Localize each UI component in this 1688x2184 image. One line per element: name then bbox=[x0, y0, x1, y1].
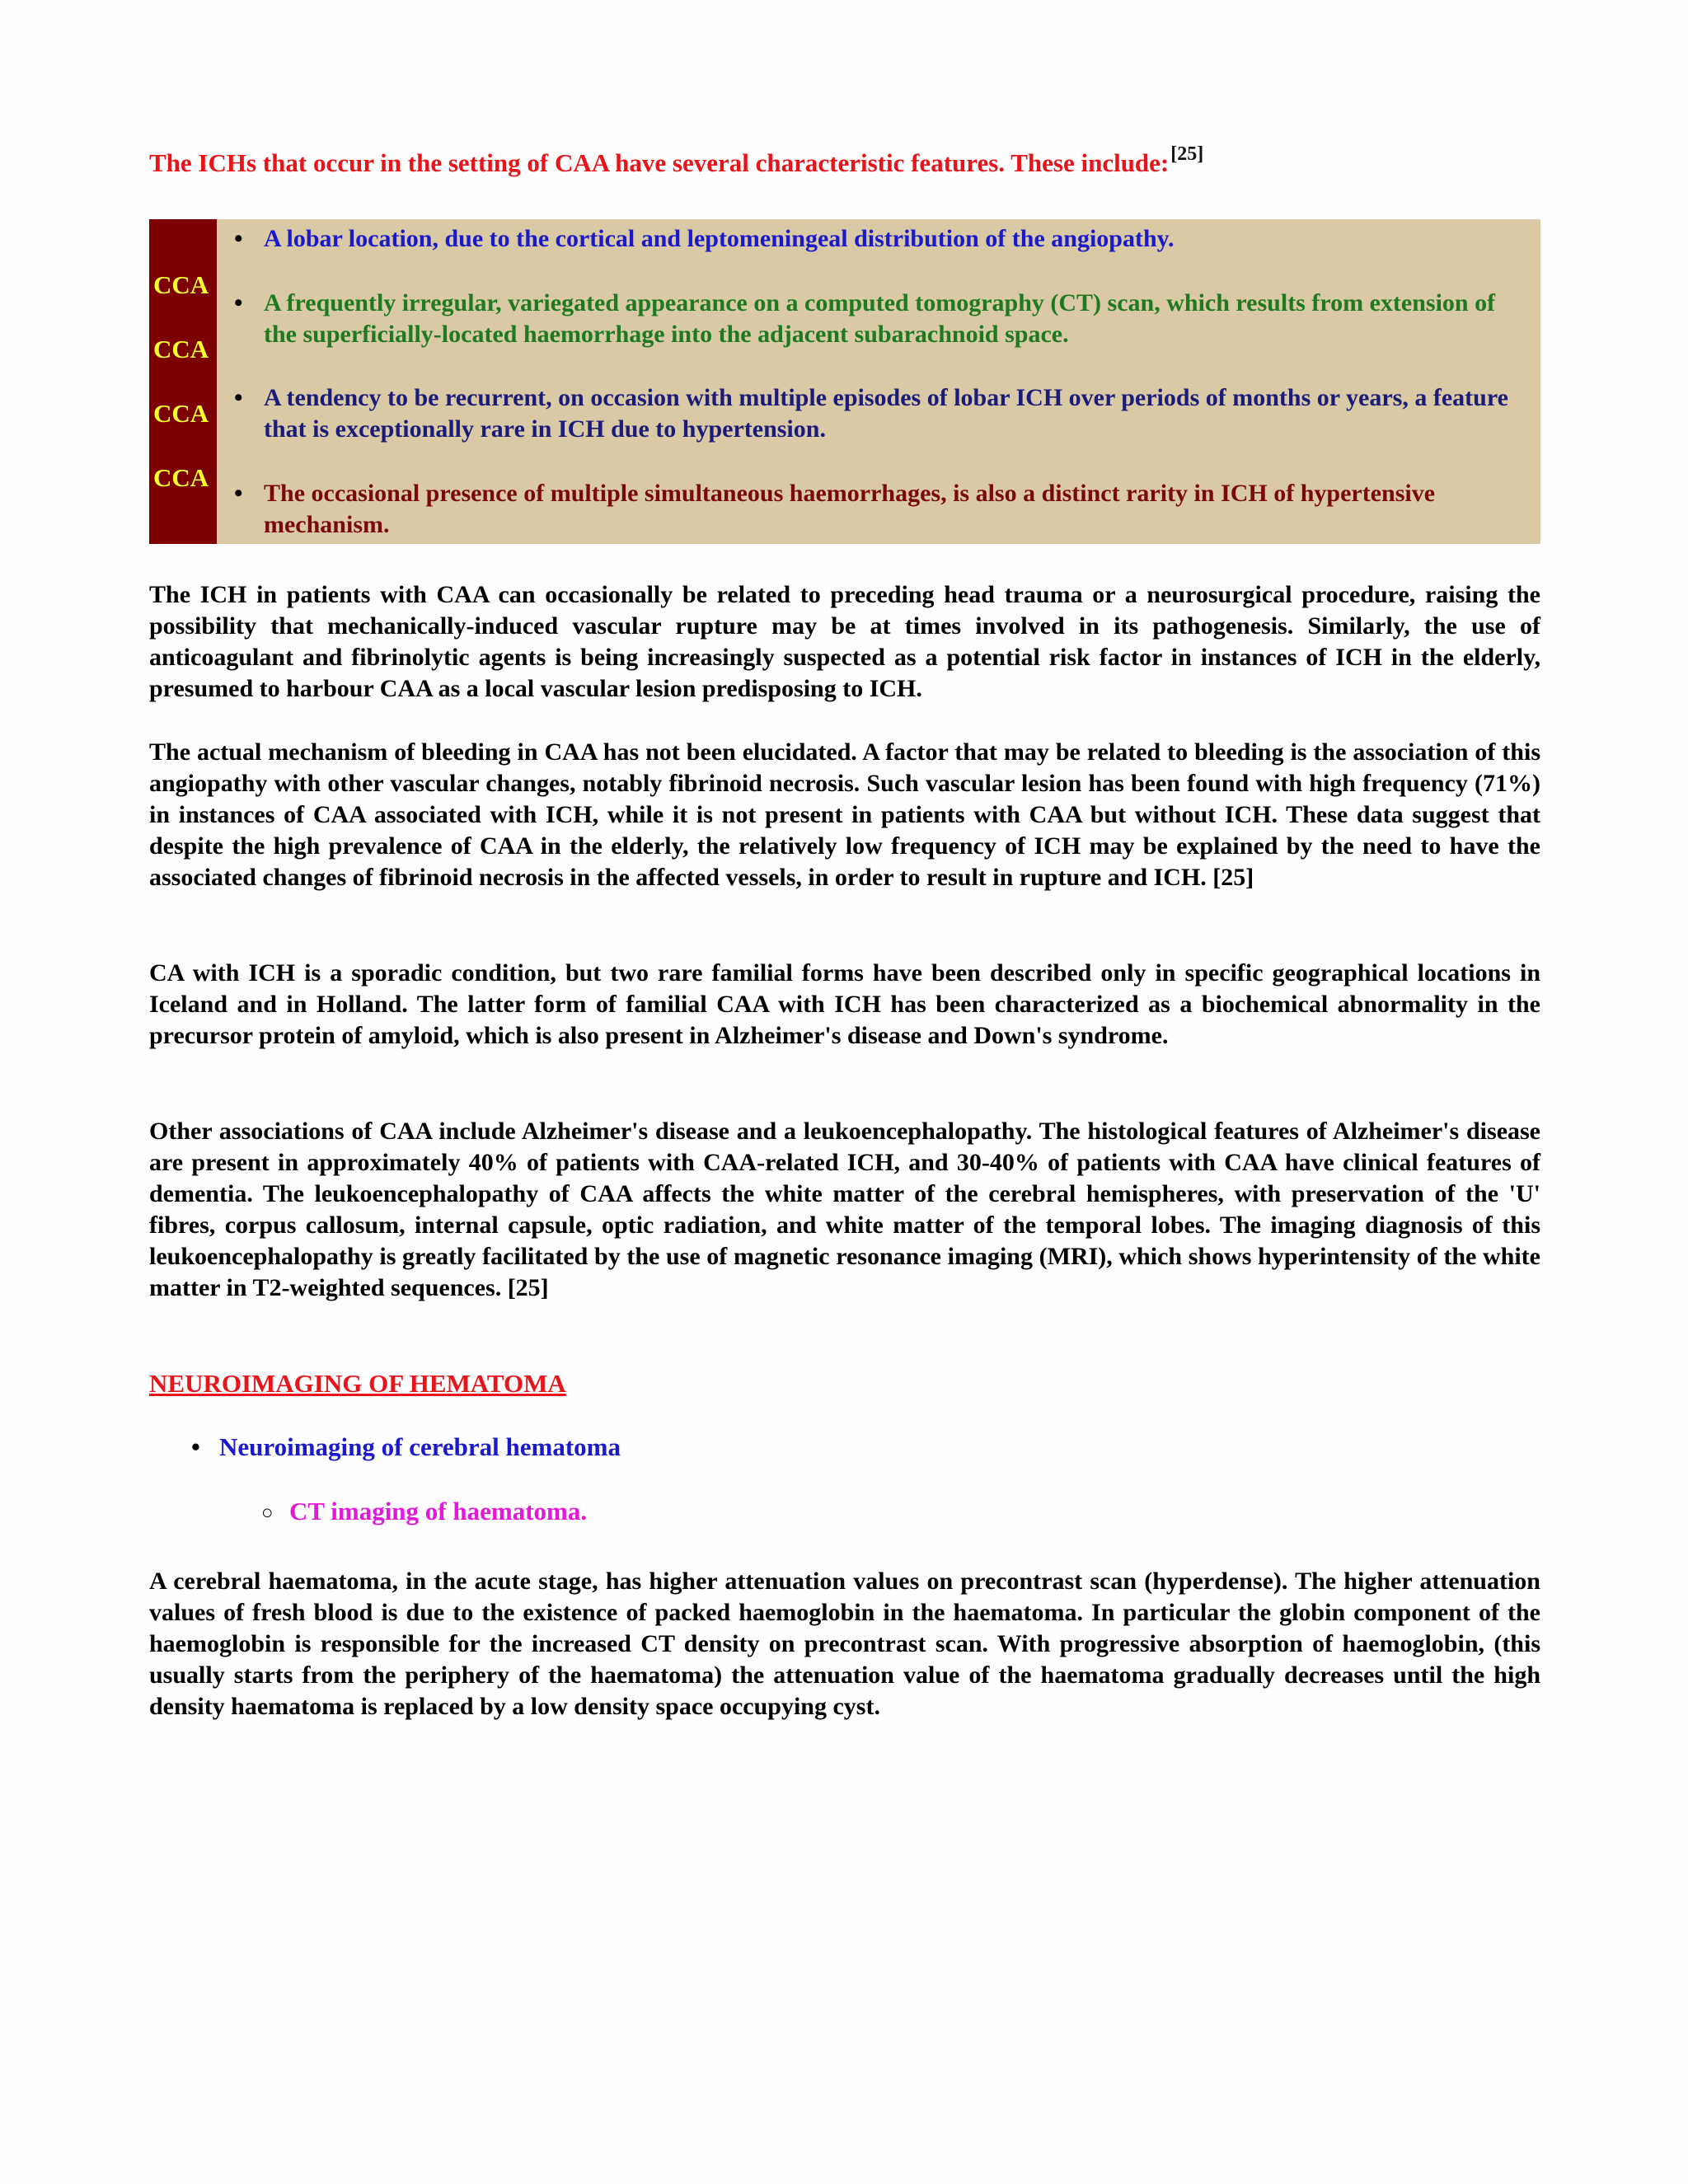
feature-item: • The occasional presence of multiple simultaneous haemorrhages, is also a distinct rarity in ICH of hypertensive mechanism. bbox=[234, 478, 1528, 541]
intro-heading bbox=[149, 143, 1540, 180]
body-paragraph: Other associations of CAA include Alzheimer's disease and a leukoencephalopathy. The histological features of Alzheimer's disease are present in approximately 40% of patients with CAA-related ICH, and 30-40% of patients with CAA have clinical features of dementia. The leukoencephalopathy of CAA affects the white matter of the cerebral hemispheres, with preservation of the 'U' fibres, corpus callosum, internal capsule, optic radiation, and white matter of the temporal lobes. The imaging diagnosis of this leukoencephalopathy is greatly facilitated by the use of magnetic resonance imaging (MRI), which shows hyperintensity of the white matter in T2-weighted sequences. [25] bbox=[149, 1118, 1540, 1301]
body-paragraph: CA with ICH is a sporadic condition, but two rare familial forms have been described only in specific geographical locations in Iceland and in Holland. The latter form of familial CAA with ICH has been characterized as a biochemical abnormality in the precursor protein of amyloid, which is also present in Alzheimer's disease and Down's syndrome. bbox=[149, 959, 1540, 1049]
feature-item: • A tendency to be recurrent, on occasion with multiple episodes of lobar ICH over periods of months or years, a feature that is exceptionally rare in ICH due to hypertension. bbox=[234, 382, 1528, 445]
intro-text: The ICHs that occur in the setting of CAA have several characteristic features. These include: bbox=[149, 148, 1170, 177]
caa-side-label: CCA bbox=[153, 399, 209, 428]
caa-side-label: CCA bbox=[153, 270, 209, 299]
body-paragraph: The actual mechanism of bleeding in CAA has not been elucidated. A factor that may be related to bleeding is the association of this angiopathy with other vascular changes, notably fibrinoid necrosis. Such vascular lesion has been found with high frequency (71%) in instances of CAA associated with ICH, while it is not present in patients with CAA but without ICH. These data suggest that despite the high prevalence of CAA in the elderly, the relatively low frequency of ICH may be explained by the need to have the associated changes of fibrinoid necrosis in the affected vessels, in order to result in rupture and ICH. [25] bbox=[149, 738, 1540, 891]
section-title-link[interactable]: NEUROIMAGING OF HEMATOMA bbox=[149, 1369, 566, 1398]
caa-features-box bbox=[149, 219, 1540, 544]
body-paragraph: The ICH in patients with CAA can occasionally be related to preceding head trauma or a neurosurgical procedure, raising the possibility that mechanically-induced vascular rupture may be at times involved in its pathogenesis. Similarly, the use of anticoagulant and fibrinolytic agents is being increasingly suspected as a potential risk factor in instances of ICH in the elderly, presumed to harbour CAA as a local vascular lesion predisposing to ICH. bbox=[149, 581, 1540, 702]
neuroimaging-link[interactable]: • Neuroimaging of cerebral hematoma bbox=[191, 1431, 621, 1464]
caa-side-label: CCA bbox=[153, 463, 209, 492]
ct-imaging-link[interactable]: ○ CT imaging of haematoma. bbox=[261, 1495, 587, 1528]
body-paragraph: A cerebral haematoma, in the acute stage, has higher attenuation values on precontrast scan (hyperdense). The higher attenuation values of fresh blood is due to the existence of packed haemoglobin in the haematoma. In particular the globin component of the haemoglobin is responsible for the increased CT density on precontrast scan. With progressive absorption of haemoglobin, (this usually starts from the periphery of the haematoma) the attenuation value of the haematoma gradually decreases until the high density haematoma is replaced by a low density space occupying cyst. bbox=[149, 1568, 1540, 1720]
caa-side-label: CCA bbox=[153, 335, 209, 363]
feature-item: • A lobar location, due to the cortical and leptomeningeal distribution of the angiopathy. bbox=[234, 223, 1528, 255]
feature-item: • A frequently irregular, variegated appearance on a computed tomography (CT) scan, which results from extension of the superficially-located haemorrhage into the adjacent subarachnoid space. bbox=[234, 288, 1528, 350]
intro-reference[interactable]: [25] bbox=[1170, 143, 1204, 165]
caa-side-column bbox=[149, 219, 217, 544]
